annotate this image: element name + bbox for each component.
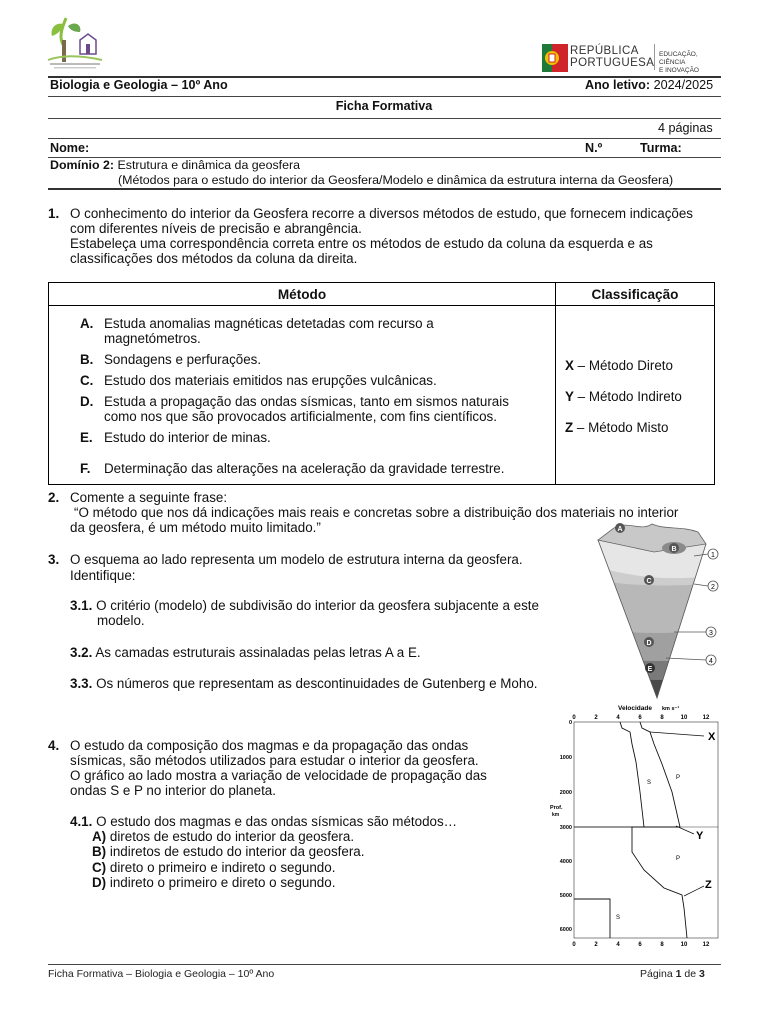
school-year-value: 2024/2025	[653, 78, 714, 92]
class-text: – Método Direto	[573, 358, 673, 373]
school-year-label: Ano letivo:	[585, 78, 651, 92]
number-label: N.º	[585, 141, 603, 155]
x-tick-top: 8	[660, 715, 664, 721]
q3-line1: O esquema ao lado representa um modelo de estrutura interna da geosfera.	[70, 552, 523, 567]
method-letter: E.	[80, 430, 93, 445]
method-item-f	[80, 461, 540, 476]
option-d[interactable]	[92, 875, 335, 891]
ministry-line1: EDUCAÇÃO, CIÊNCIA	[659, 51, 698, 66]
x-tick-bottom: 10	[680, 942, 688, 948]
school-year	[585, 78, 713, 92]
q4-line4: ondas S e P no interior do planeta.	[70, 783, 276, 798]
method-item-d	[80, 394, 540, 424]
label-x: X	[708, 731, 716, 743]
method-text: Estuda a propagação das ondas sísmicas, tanto em sismos naturais	[104, 394, 509, 409]
y-unit: km	[552, 812, 560, 818]
classification-header: Classificação	[556, 283, 715, 306]
q3-2	[70, 645, 421, 660]
x-tick-bottom: 4	[616, 942, 620, 948]
q1-line3: Estabeleça uma correspondência correta entre os métodos de estudo da coluna da esquerda e as	[70, 236, 653, 251]
y-label: Prof.	[550, 805, 563, 811]
class-item-x	[565, 358, 673, 373]
class-label: Turma:	[640, 141, 682, 155]
ministry-text	[659, 51, 722, 75]
option-c[interactable]	[92, 860, 335, 876]
ministry-line2: E INOVAÇÃO	[659, 67, 699, 74]
method-text-cont: como nos que são provocados artificialmente, com fins científicos.	[104, 409, 497, 424]
q4-1	[70, 814, 457, 829]
option-letter: A)	[92, 829, 107, 844]
q1-line2: com diferentes níveis de precisão e abrangência.	[70, 221, 362, 236]
q4-line1: O estudo da composição dos magmas e da propagação das ondas	[70, 738, 469, 753]
cone-letter-e: E	[647, 666, 653, 673]
q3-number: 3.	[48, 552, 60, 567]
subject-title: Biologia e Geologia – 10º Ano	[50, 78, 228, 92]
cone-letter-b: B	[671, 546, 677, 553]
class-letter: Z	[565, 420, 574, 435]
y-tick: 0	[568, 720, 572, 726]
q2-quote-line2: da geosfera, é um método muito limitado.”	[70, 520, 321, 535]
s-wave-label: S	[616, 915, 621, 921]
p-wave-label: P	[676, 856, 681, 862]
x-tick-top: 2	[594, 715, 598, 721]
republica-line1: REPÚBLICA	[570, 45, 639, 57]
footer-left: Ficha Formativa – Biologia e Geologia – 10º Ano	[48, 968, 275, 980]
q1-line1: O conhecimento do interior da Geosfera recorre a diversos métodos de estudo, que fornecem indicações	[70, 206, 694, 221]
y-tick: 2000	[559, 790, 572, 796]
y-tick: 1000	[559, 755, 572, 761]
republica-text	[570, 45, 654, 69]
x-tick-top: 4	[616, 715, 620, 721]
domain-label: Domínio 2:	[50, 158, 115, 172]
method-item-b	[80, 352, 540, 367]
q2-quote-line1: “O método que nos dá indicações mais reais e concretas sobre a distribuição dos materiais no interior	[74, 505, 679, 520]
method-header: Método	[49, 283, 556, 306]
header-bottom-rule	[48, 188, 721, 190]
republica-line2: PORTUGUESA	[570, 57, 655, 69]
page-count: 4 páginas	[658, 121, 713, 135]
q4-1-text: O estudo dos magmas e das ondas sísmicas são métodos…	[96, 814, 458, 829]
school-logo	[44, 14, 104, 72]
x-tick-top: 12	[702, 715, 710, 721]
q4-line3: O gráfico ao lado mostra a variação de velocidade de propagação das	[70, 768, 487, 783]
x-tick-bottom: 0	[572, 942, 576, 948]
page-label: Página	[640, 968, 673, 980]
method-text: Estudo dos materiais emitidos nas erupções vulcânicas.	[104, 373, 437, 388]
q3-1-cont: modelo.	[97, 613, 145, 628]
class-text: – Método Misto	[573, 420, 669, 435]
cone-number-3: 3	[709, 630, 713, 637]
method-item-a	[80, 316, 540, 346]
method-text: Sondagens e perfurações.	[104, 352, 262, 367]
method-letter: F.	[80, 461, 91, 476]
method-letter: D.	[80, 394, 94, 409]
method-text-cont: magnetómetros.	[104, 331, 201, 346]
page-total: 3	[699, 968, 705, 980]
class-letter: Y	[565, 389, 574, 404]
header-rule-3	[48, 138, 721, 139]
y-tick: 6000	[559, 927, 572, 933]
x-tick-top: 10	[680, 715, 688, 721]
domain-line	[50, 158, 300, 172]
label-z: Z	[705, 879, 712, 891]
cone-letter-c: C	[646, 578, 652, 585]
seismic-velocity-graph	[544, 702, 724, 952]
class-item-y	[565, 389, 682, 404]
p-wave-label: P	[676, 775, 681, 781]
option-letter: B)	[92, 844, 107, 859]
x-tick-top: 6	[638, 715, 642, 721]
graph-title: Velocidade	[618, 705, 652, 712]
q2-line1: Comente a seguinte frase:	[70, 490, 228, 505]
class-letter: X	[565, 358, 574, 373]
class-text: – Método Indireto	[573, 389, 682, 404]
x-tick-bottom: 12	[702, 942, 710, 948]
q1-number: 1.	[48, 206, 60, 221]
option-text: indiretos de estudo do interior da geosfera.	[109, 844, 365, 859]
name-label: Nome:	[50, 141, 90, 155]
footer-page	[640, 968, 705, 980]
method-text: Determinação das alterações na aceleração da gravidade terrestre.	[104, 461, 505, 476]
y-tick: 4000	[559, 859, 572, 865]
q3-3-text: Os números que representam as descontinuidades de Gutenberg e Moho.	[96, 676, 538, 691]
page-number: 1	[675, 968, 682, 980]
domain-title: Estrutura e dinâmica da geosfera	[117, 158, 301, 172]
x-tick-bottom: 8	[660, 942, 664, 948]
x-tick-bottom: 2	[594, 942, 598, 948]
option-letter: D)	[92, 875, 107, 890]
method-item-e	[80, 430, 540, 445]
republica-portuguesa-logo	[542, 42, 722, 74]
q3-2-text: As camadas estruturais assinaladas pelas letras A a E.	[95, 645, 421, 660]
geosphere-cone-diagram	[594, 518, 724, 700]
cone-number-2: 2	[711, 584, 715, 591]
option-text: direto o primeiro e indireto o segundo.	[109, 860, 336, 875]
cone-letter-a: A	[617, 526, 623, 533]
logo-divider	[654, 44, 655, 70]
method-letter: C.	[80, 373, 94, 388]
q3-1-number: 3.1.	[70, 598, 93, 613]
option-text: indireto o primeiro e direto o segundo.	[109, 875, 336, 890]
method-item-c	[80, 373, 540, 388]
x-tick-top: 0	[572, 715, 576, 721]
method-letter: A.	[80, 316, 94, 331]
header-rule-1	[48, 96, 721, 97]
q3-1	[70, 598, 539, 613]
y-tick: 5000	[559, 893, 572, 899]
q3-1-text: O critério (modelo) de subdivisão do interior da geosfera subjacente a este	[96, 598, 539, 613]
y-tick: 3000	[559, 825, 572, 831]
method-letter: B.	[80, 352, 94, 367]
domain-subtitle: (Métodos para o estudo do interior da Geosfera/Modelo e dinâmica da estrutura interna da Geosfera)	[118, 173, 674, 187]
q3-2-number: 3.2.	[70, 645, 93, 660]
page-of: de	[684, 968, 697, 980]
document-title: Ficha Formativa	[335, 99, 433, 113]
header-rule-2	[48, 118, 721, 119]
option-a[interactable]	[92, 829, 354, 845]
q3-3	[70, 676, 538, 691]
graph-unit: km s⁻¹	[662, 706, 680, 712]
footer-rule	[48, 964, 721, 965]
s-wave-label: S	[647, 780, 652, 786]
cone-number-4: 4	[709, 658, 713, 665]
option-letter: C)	[92, 860, 107, 875]
option-text: diretos de estudo do interior da geosfera.	[109, 829, 355, 844]
q4-line2: sísmicas, são métodos utilizados para estudar o interior da geosfera.	[70, 753, 479, 768]
cone-number-1: 1	[711, 552, 715, 559]
class-item-z	[565, 420, 668, 435]
q3-line2: Identifique:	[70, 568, 136, 583]
cone-letter-d: D	[646, 640, 652, 647]
q2-number: 2.	[48, 490, 60, 505]
method-text: Estudo do interior de minas.	[104, 430, 271, 445]
x-tick-bottom: 6	[638, 942, 642, 948]
q4-1-number: 4.1.	[70, 814, 93, 829]
label-y: Y	[696, 830, 704, 842]
method-text: Estuda anomalias magnéticas detetadas com recurso a	[104, 316, 434, 331]
q4-number: 4.	[48, 738, 60, 753]
q1-line4: classificações dos métodos da coluna da direita.	[70, 251, 358, 266]
option-b[interactable]	[92, 844, 364, 860]
q3-3-number: 3.3.	[70, 676, 93, 691]
